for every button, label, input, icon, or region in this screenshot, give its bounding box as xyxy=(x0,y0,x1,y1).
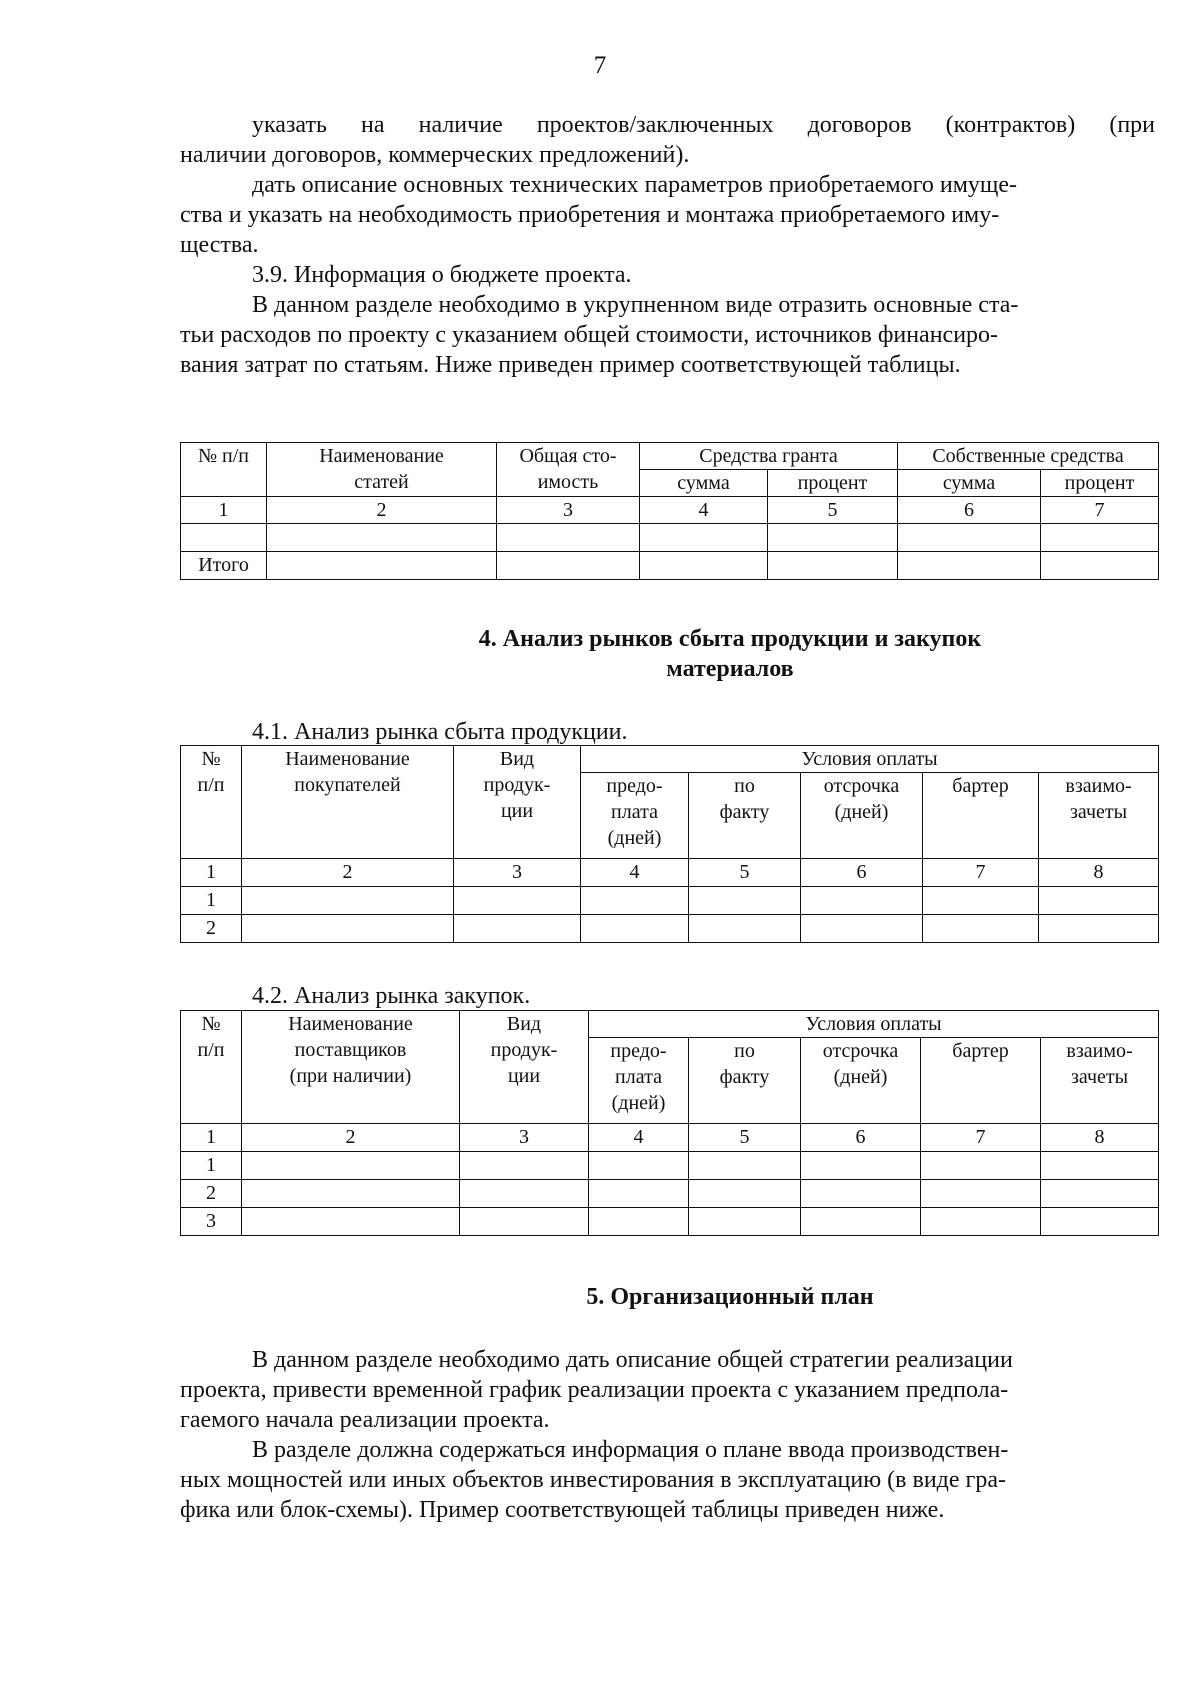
section-4-title-line: 4. Анализ рынков сбыта продукции и закупок xyxy=(478,626,982,652)
table-cell xyxy=(454,887,581,915)
text-line: В данном разделе необходимо дать описание общей стратегии реализации xyxy=(252,1347,1013,1373)
table-cell xyxy=(1039,887,1159,915)
table-cell xyxy=(921,1180,1041,1208)
table-cell xyxy=(454,915,581,943)
table-cell xyxy=(581,887,689,915)
table-cell xyxy=(1041,524,1159,552)
text-line: дать описание основных технических параметров приобретаемого имуще- xyxy=(252,172,1018,198)
text-line: тьи расходов по проекту с указанием общей стоимости, источников финансиро- xyxy=(180,322,999,348)
table-cell xyxy=(1041,1208,1159,1236)
text-line: указать на наличие проектов/заключенных договоров (контрактов) (при xyxy=(252,112,1155,138)
table-row xyxy=(181,915,1159,943)
table-cell xyxy=(640,552,768,580)
budget-table xyxy=(180,442,1159,580)
table-cell xyxy=(801,915,923,943)
table-cell xyxy=(1039,915,1159,943)
column-number: 6 xyxy=(801,859,923,887)
table-cell xyxy=(242,887,454,915)
sales-table xyxy=(180,745,1159,943)
column-number: 5 xyxy=(768,497,898,524)
column-number: 2 xyxy=(242,859,454,887)
column-number: 4 xyxy=(581,859,689,887)
col-header-percent: процент xyxy=(1041,470,1159,497)
intro-text xyxy=(180,110,1155,380)
section-5-title: 5. Организационный план xyxy=(586,1284,874,1310)
column-number: 1 xyxy=(181,497,267,524)
col-header-total-cost: Общая сто- имость xyxy=(497,443,640,497)
table-cell xyxy=(801,1152,921,1180)
table-cell xyxy=(801,887,923,915)
column-number: 4 xyxy=(640,497,768,524)
col-header-product-type: Вид продук- ции xyxy=(460,1011,589,1124)
total-label: Итого xyxy=(181,552,267,580)
col-header-on-delivery: по факту xyxy=(689,1038,801,1124)
table-cell xyxy=(921,1152,1041,1180)
column-number: 4 xyxy=(589,1124,689,1152)
text-line: ных мощностей или иных объектов инвестирования в эксплуатацию (в виде гра- xyxy=(180,1467,1007,1493)
col-header-offsets: взаимо- зачеты xyxy=(1041,1038,1159,1124)
table-cell xyxy=(242,1180,460,1208)
table-cell xyxy=(242,1152,460,1180)
col-header-offsets: взаимо- зачеты xyxy=(1039,773,1159,859)
column-number: 2 xyxy=(242,1124,460,1152)
table-cell xyxy=(640,524,768,552)
table-cell xyxy=(768,524,898,552)
table-cell xyxy=(242,1208,460,1236)
col-header-name: Наименование статей xyxy=(267,443,497,497)
table-cell xyxy=(898,524,1041,552)
column-number: 2 xyxy=(267,497,497,524)
col-header-deferral: отсрочка (дней) xyxy=(801,1038,921,1124)
table-cell xyxy=(1041,552,1159,580)
table-cell xyxy=(497,524,640,552)
table-cell xyxy=(497,552,640,580)
page-number: 7 xyxy=(593,52,607,79)
column-number: 3 xyxy=(460,1124,589,1152)
table-row xyxy=(181,497,1159,524)
column-number: 8 xyxy=(1041,1124,1159,1152)
table-cell xyxy=(181,524,267,552)
table-cell xyxy=(689,887,801,915)
table-row xyxy=(181,859,1159,887)
text-line: фика или блок-схемы). Пример соответствующей таблицы приведен ниже. xyxy=(180,1497,945,1523)
text-line: вания затрат по статьям. Ниже приведен пример соответствующей таблицы. xyxy=(180,352,961,378)
section-4-title xyxy=(180,624,1200,684)
col-header-buyers: Наименование покупателей xyxy=(242,746,454,859)
table-cell xyxy=(460,1180,589,1208)
column-number: 6 xyxy=(898,497,1041,524)
row-number: 1 xyxy=(181,887,242,915)
table-cell xyxy=(689,1152,801,1180)
row-number: 2 xyxy=(181,915,242,943)
row-number: 3 xyxy=(181,1208,242,1236)
column-number: 8 xyxy=(1039,859,1159,887)
table-row-total xyxy=(181,552,1159,580)
table-cell xyxy=(768,552,898,580)
table-cell xyxy=(267,524,497,552)
purchase-table xyxy=(180,1010,1159,1236)
table-cell xyxy=(1041,1180,1159,1208)
section-4-title-line: материалов xyxy=(666,656,794,682)
text-line: проекта, привести временной график реализации проекта с указанием предпола- xyxy=(180,1377,1009,1403)
table-cell xyxy=(689,915,801,943)
column-number: 5 xyxy=(689,1124,801,1152)
col-header-product-type: Вид продук- ции xyxy=(454,746,581,859)
col-header-own-funds: Собственные средства xyxy=(898,443,1159,470)
table-cell xyxy=(801,1180,921,1208)
col-header-number: № п/п xyxy=(181,443,267,497)
text-line: В данном разделе необходимо в укрупненном виде отразить основные ста- xyxy=(252,292,1019,318)
table-cell xyxy=(898,552,1041,580)
table-row xyxy=(181,1180,1159,1208)
col-header-sum: сумма xyxy=(640,470,768,497)
column-number: 3 xyxy=(454,859,581,887)
table-cell xyxy=(589,1152,689,1180)
col-header-payment-terms: Условия оплаты xyxy=(589,1011,1159,1038)
column-number: 5 xyxy=(689,859,801,887)
column-number: 7 xyxy=(921,1124,1041,1152)
column-number: 7 xyxy=(923,859,1039,887)
col-header-sum: сумма xyxy=(898,470,1041,497)
table-cell xyxy=(689,1180,801,1208)
col-header-barter: бартер xyxy=(923,773,1039,859)
table-cell xyxy=(923,915,1039,943)
table-row xyxy=(181,1124,1159,1152)
column-number: 1 xyxy=(181,859,242,887)
text-line: В разделе должна содержаться информация о плане ввода производствен- xyxy=(252,1437,1009,1463)
col-header-suppliers: Наименование поставщиков (при наличии) xyxy=(242,1011,460,1124)
table-cell xyxy=(923,887,1039,915)
table-cell xyxy=(460,1208,589,1236)
row-number: 2 xyxy=(181,1180,242,1208)
text-line: щества. xyxy=(180,232,259,258)
table-row xyxy=(181,887,1159,915)
table-cell xyxy=(242,915,454,943)
col-header-payment-terms: Условия оплаты xyxy=(581,746,1159,773)
text-line: наличии договоров, коммерческих предложений). xyxy=(180,142,690,168)
col-header-barter: бартер xyxy=(921,1038,1041,1124)
table-cell xyxy=(581,915,689,943)
table-row xyxy=(181,524,1159,552)
table-cell xyxy=(921,1208,1041,1236)
table-cell xyxy=(589,1208,689,1236)
col-header-prepayment: предо- плата (дней) xyxy=(589,1038,689,1124)
col-header-number: № п/п xyxy=(181,1011,242,1124)
section-5-text xyxy=(180,1345,1160,1525)
col-header-on-delivery: по факту xyxy=(689,773,801,859)
table-cell xyxy=(589,1180,689,1208)
subsection-4-2-title: 4.2. Анализ рынка закупок. xyxy=(252,983,531,1009)
col-header-number: № п/п xyxy=(181,746,242,859)
table-cell xyxy=(689,1208,801,1236)
column-number: 3 xyxy=(497,497,640,524)
table-cell xyxy=(1041,1152,1159,1180)
col-header-deferral: отсрочка (дней) xyxy=(801,773,923,859)
text-line: ства и указать на необходимость приобретения и монтажа приобретаемого иму- xyxy=(180,202,1000,228)
column-number: 6 xyxy=(801,1124,921,1152)
column-number: 1 xyxy=(181,1124,242,1152)
section-3-9-title: 3.9. Информация о бюджете проекта. xyxy=(252,262,632,288)
col-header-prepayment: предо- плата (дней) xyxy=(581,773,689,859)
table-row xyxy=(181,1208,1159,1236)
column-number: 7 xyxy=(1041,497,1159,524)
text-line: гаемого начала реализации проекта. xyxy=(180,1407,550,1433)
col-header-grant-funds: Средства гранта xyxy=(640,443,898,470)
table-cell xyxy=(460,1152,589,1180)
table-row xyxy=(181,1152,1159,1180)
table-cell xyxy=(801,1208,921,1236)
subsection-4-1-title: 4.1. Анализ рынка сбыта продукции. xyxy=(252,719,628,745)
row-number: 1 xyxy=(181,1152,242,1180)
table-cell xyxy=(267,552,497,580)
col-header-percent: процент xyxy=(768,470,898,497)
